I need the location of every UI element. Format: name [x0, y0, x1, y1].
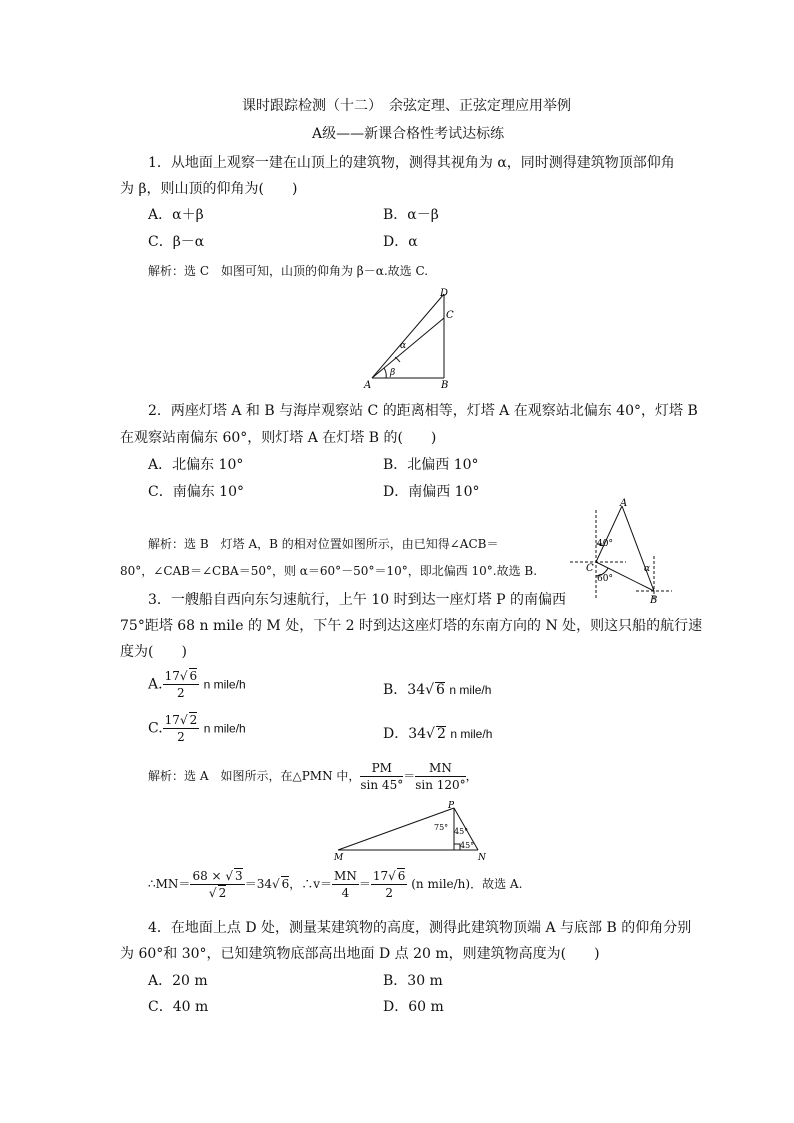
q2-stem-line2: 在观察站南偏东 60°，则灯塔 A 在灯塔 B 的( )	[120, 430, 437, 446]
q1-label-beta: β	[390, 368, 396, 378]
q2-figure	[566, 496, 678, 608]
q3-option-c: C. $\frac{17√ 2}{2}$ n mile/h	[148, 713, 246, 744]
q1-label-b: B	[441, 380, 449, 391]
q3-solution-intro: 解析：选 A 如图所示，在△PMN 中， $\frac{PM}{\sin 45^\circ}$ ＝ $\frac{MN}{\sin 120^\circ}$ ，	[148, 761, 478, 792]
q1-option-d: D．α	[383, 234, 418, 250]
q1-stem-line1: 1．从地面上观察一建在山顶上的建筑物，测得其视角为 α，同时测得建筑物顶部仰角	[148, 155, 675, 171]
q3-label-45b: 45°	[460, 841, 475, 850]
q2-option-a: A．北偏东 10°	[148, 457, 244, 473]
q3-option-a: A. $\frac{17√ 6}{2}$ n mile/h	[148, 669, 246, 700]
q1-option-b: B．α－β	[383, 207, 439, 223]
q1-figure	[362, 284, 462, 392]
q3-stem-line2: 75°距塔 68 n mile 的 M 处，下午 2 时到达这座灯塔的东南方向的 N 处，则这只船的航行速	[120, 618, 703, 634]
q2-solution-line2: 80°，∠CAB＝∠CBA＝50°，则 α＝60°－50°＝10°，即北偏西 10°.故选 B.	[120, 564, 538, 578]
q3-option-d: D．34√ 2 n mile/h	[383, 726, 493, 742]
q4-option-a: A．20 m	[148, 973, 208, 989]
q2-label-alpha: α	[644, 564, 651, 574]
q3-label-45a: 45°	[454, 827, 469, 836]
q3-label-n: N	[478, 853, 486, 863]
q1-label-d: D	[440, 288, 449, 299]
q2-option-b: B．北偏西 10°	[383, 457, 479, 473]
q2-label-40: 40°	[597, 539, 613, 549]
q1-label-a: A	[364, 380, 372, 391]
q4-option-d: D．60 m	[383, 999, 444, 1015]
q4-stem-line1: 4．在地面上点 D 处，测量某建筑物的高度，测得此建筑物顶端 A 与底部 B 的仰角分别	[148, 920, 692, 936]
q1-option-c: C．β－α	[148, 234, 205, 250]
q3-solution-result: ∴MN＝ $\frac{68 \times √ 3}{√ 2}$ ＝34√ 6，∴v＝ $\frac{MN}{4}$ ＝ $\frac{17√ 6}{2}$ (n mile/h)．故选 A.	[148, 869, 523, 900]
q2-label-b: B	[650, 595, 658, 606]
q2-label-c: C	[586, 563, 594, 574]
q2-option-c: C．南偏东 10°	[148, 484, 244, 500]
q3-option-b: B．34√ 6 n mile/h	[383, 682, 492, 698]
q1-label-alpha: α	[400, 341, 407, 351]
q4-stem-line2: 为 60°和 30°，已知建筑物底部高出地面 D 点 20 m，则建筑物高度为( )	[120, 946, 600, 962]
q4-option-c: C．40 m	[148, 999, 209, 1015]
q4-option-b: B．30 m	[383, 973, 443, 989]
page-title: 课时跟踪检测（十二） 余弦定理、正弦定理应用举例	[242, 98, 571, 114]
q2-stem-line1: 2．两座灯塔 A 和 B 与海岸观察站 C 的距离相等，灯塔 A 在观察站北偏东 40°，灯塔 B	[148, 403, 698, 419]
q1-solution: 解析：选 C 如图可知，山顶的仰角为 β－α.故选 C.	[148, 264, 429, 278]
q3-label-p: P	[448, 801, 455, 811]
q2-label-60: 60°	[597, 574, 613, 584]
q2-solution-line1: 解析：选 B 灯塔 A，B 的相对位置如图所示，由已知得∠ACB＝	[148, 537, 499, 551]
q3-figure	[330, 800, 490, 864]
page-subtitle: A级——新课合格性考试达标练	[312, 126, 505, 142]
q3-label-75: 75°	[434, 823, 449, 832]
q1-option-a: A．α＋β	[148, 207, 204, 223]
q2-option-d: D．南偏西 10°	[383, 484, 480, 500]
q3-label-m: M	[334, 853, 344, 863]
q2-label-a: A	[620, 498, 628, 509]
q1-label-c: C	[446, 310, 454, 321]
q3-stem-line1: 3．一艘船自西向东匀速航行，上午 10 时到达一座灯塔 P 的南偏西	[148, 592, 566, 608]
q3-stem-line3: 度为( )	[120, 644, 187, 660]
q1-stem-line2: 为 β，则山顶的仰角为( )	[120, 181, 298, 197]
